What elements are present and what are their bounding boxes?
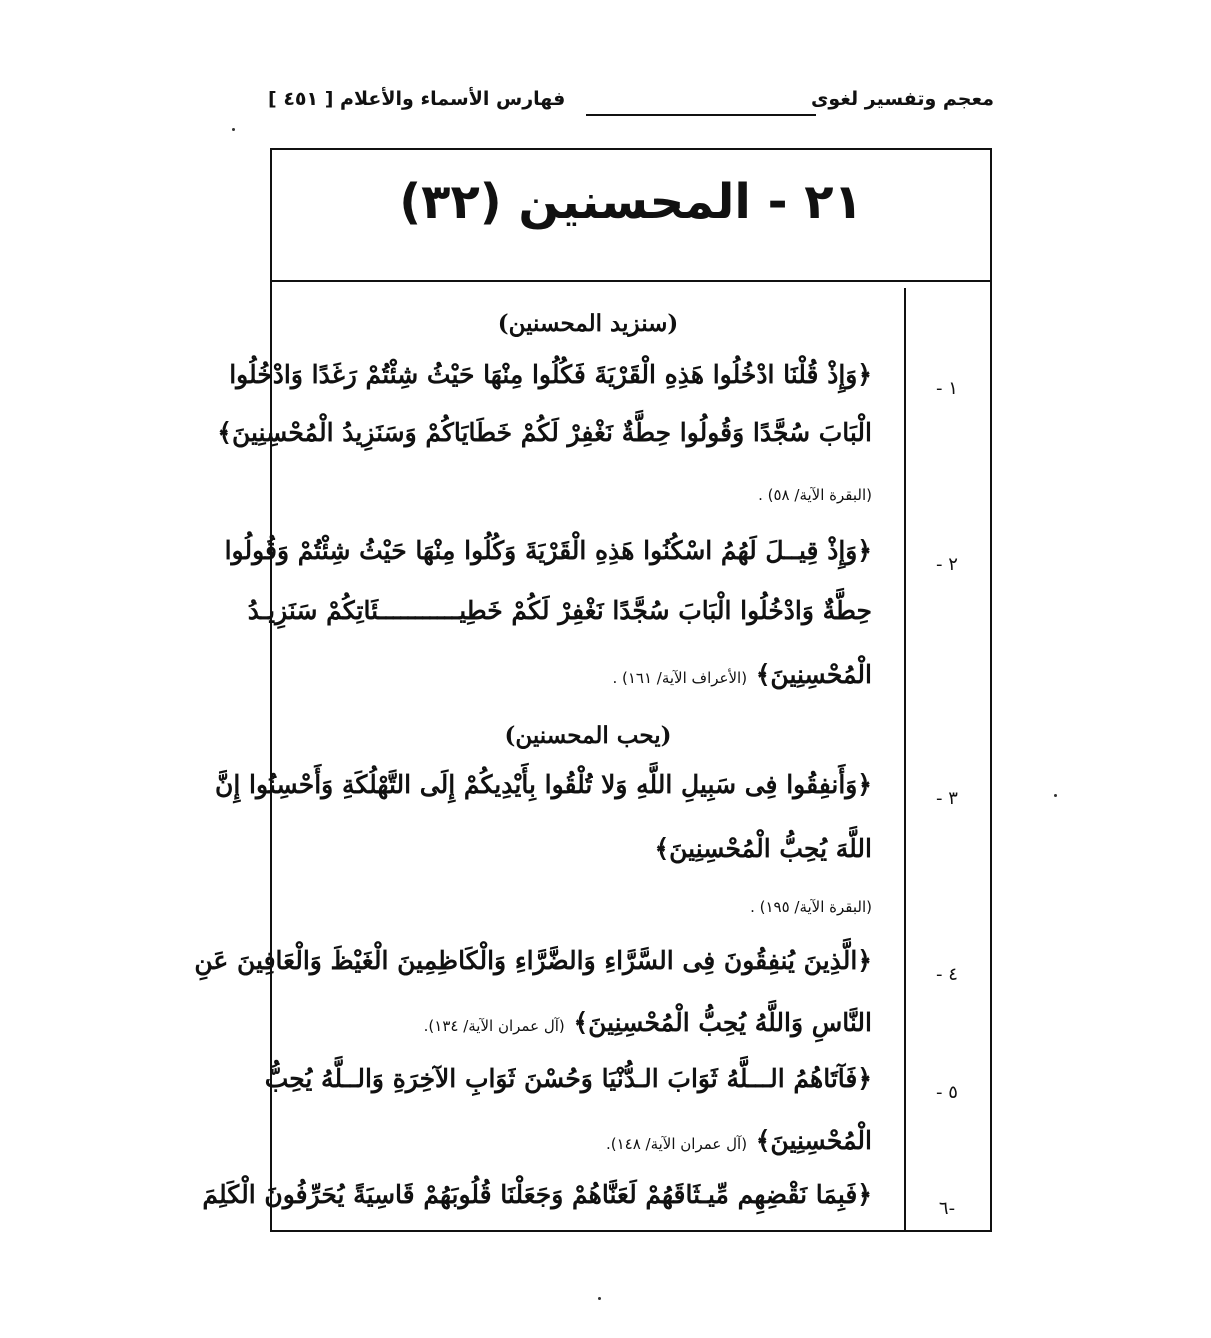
group-heading: (سنزيد المحسنين) xyxy=(497,310,679,337)
verse-text: النَّاسِ وَاللَّهُ يُحِبُّ الْمُحْسِنِينَ﴾ xyxy=(573,1008,872,1037)
verse-reference: (البقرة الآية/ ٥٨) . xyxy=(758,486,872,504)
entry-number: ١ - xyxy=(936,378,958,399)
group-heading: (يحب المحسنين) xyxy=(504,722,672,749)
scan-speck xyxy=(1054,794,1057,797)
verse-line: ﴿وَإِذْ قِيــلَ لَهُمُ اسْكُنُوا هَذِهِ الْقَرْيَةَ وَكُلُوا مِنْهَا حَيْثُ شِئْتُمْ وَقُولُوا xyxy=(224,536,872,565)
chapter-title: ٢١ - المحسنين (٣٢) xyxy=(399,174,863,230)
entry-number: ٤ - xyxy=(936,964,958,985)
verse-line: ﴿وَأَنفِقُوا فِى سَبِيلِ اللَّهِ وَلا تُلْقُوا بِأَيْدِيكُمْ إِلَى التَّهْلُكَةِ وَأَحْسِنُوا إِنَّ xyxy=(215,770,872,799)
running-header xyxy=(268,82,994,122)
book-title: معجم وتفسير لغوى xyxy=(810,88,994,110)
verse-reference: (آل عمران الآية/ ١٣٤). xyxy=(423,1017,565,1035)
verse-reference: (آل عمران الآية/ ١٤٨). xyxy=(605,1135,748,1153)
verse-line: ﴿فَآتَاهُمُ الـــلَّهُ ثَوَابَ الـدُّنْيَا وَحُسْنَ ثَوَابِ الآخِرَةِ وَالــلَّهُ يُحِبُّ xyxy=(264,1064,872,1093)
verse-reference: (الأعراف الآية/ ١٦١) . xyxy=(612,669,748,687)
verse-line: ﴿الَّذِينَ يُنفِقُونَ فِى السَّرَّاءِ وَالضَّرَّاءِ وَالْكَاظِمِينَ الْغَيْظَ وَالْعَافِينَ عَنِ xyxy=(194,946,872,975)
entry-number: ٥ - xyxy=(936,1082,958,1103)
verse-line: حِطَّةٌ وَادْخُلُوا الْبَابَ سُجَّدًا نَغْفِرْ لَكُمْ خَطِيـــــــــــئَاتِكُمْ سَنَزِيـدُ xyxy=(247,596,872,625)
verse-line: ﴿وَإِذْ قُلْنَا ادْخُلُوا هَذِهِ الْقَرْيَةَ فَكُلُوا مِنْهَا حَيْثُ شِئْتُمْ رَغَدًا وَادْخُلُوا xyxy=(229,360,872,389)
section-title: فهارس الأسماء والأعلام xyxy=(340,88,566,110)
verse-line: اللَّهَ يُحِبُّ الْمُحْسِنِينَ﴾ xyxy=(654,834,872,863)
verse-text: الْمُحْسِنِينَ﴾ xyxy=(755,660,872,689)
entry-number: ٣ - xyxy=(936,788,958,809)
page-number: [ ٤٥١ ] xyxy=(268,88,334,110)
verse-line: الْبَابَ سُجَّدًا وَقُولُوا حِطَّةٌ نَغْفِرْ لَكُمْ خَطَايَاكُمْ وَسَنَزِيدُ الْمُحْسِنِينَ﴾ xyxy=(217,418,872,447)
verse-line: ﴿فَبِمَا نَقْضِهِم مِّيـثَاقَهُمْ لَعَنَّاهُمْ وَجَعَلْنَا قُلُوبَهُمْ قَاسِيَةً يُحَرِّفُونَ الْكَلِمَ xyxy=(202,1180,872,1209)
verse-line-with-ref xyxy=(272,1008,872,1037)
verse-reference: (البقرة الآية/ ١٩٥) . xyxy=(750,898,872,916)
verse-line-with-ref xyxy=(272,660,872,689)
scan-speck xyxy=(598,1297,601,1300)
verse-text: الْمُحْسِنِينَ﴾ xyxy=(755,1126,872,1155)
verse-line-with-ref xyxy=(272,1126,872,1155)
content-frame xyxy=(194,148,992,1232)
entry-number: ٢ - xyxy=(936,554,958,575)
scan-speck xyxy=(232,128,235,131)
entry-number: -٦ xyxy=(938,1198,956,1219)
entries-list xyxy=(194,150,990,1230)
header-rule xyxy=(586,114,816,116)
header-section xyxy=(268,88,565,110)
